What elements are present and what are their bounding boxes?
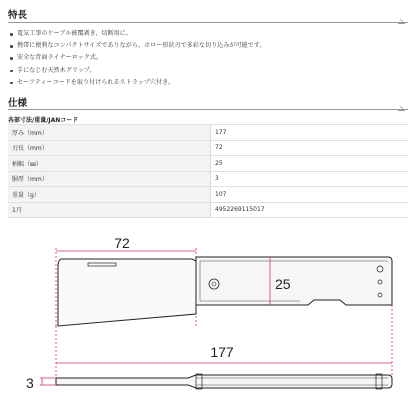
- spec-label: 厚み（mm）: [8, 125, 211, 141]
- spec-label: 柄幅（㎜）: [8, 156, 211, 172]
- table-row: [8, 171, 408, 187]
- features-divider-notch: [394, 19, 406, 24]
- spec-label: 胴厚（mm）: [8, 171, 211, 187]
- handle-outline: [196, 257, 392, 305]
- spec-value: 25: [211, 156, 409, 172]
- spec-value: 4952269115017: [211, 202, 409, 218]
- spec-divider: [8, 109, 408, 110]
- knife-side-view: [56, 375, 392, 388]
- feature-item: 電気工事のケーブル被覆剥き、切断用に。: [10, 28, 410, 40]
- spec-table-title: 各部寸法/重量/JANコード: [8, 117, 79, 124]
- spec-title: 仕様: [8, 98, 28, 109]
- table-row: [8, 156, 408, 172]
- bullet-icon: [10, 57, 13, 60]
- blade-outline: [58, 259, 196, 326]
- spec-label: 重量（g）: [8, 187, 211, 203]
- spec-table: [8, 124, 408, 218]
- table-row: [8, 140, 408, 156]
- feature-item: 携帯に便利なコンパクトサイズでありながら、ホロー形状刃で多彩な切り込みが可能です。: [10, 40, 410, 52]
- table-row: [8, 202, 408, 218]
- spec-label: 1月: [8, 202, 211, 218]
- features-title: 特長: [8, 10, 28, 21]
- spec-value: 107: [211, 187, 409, 203]
- blade-length-label: 72: [114, 235, 130, 251]
- spec-divider-notch: [394, 106, 406, 111]
- bullet-icon: [10, 33, 13, 36]
- thickness-dimension: [26, 375, 56, 391]
- spec-value: 3: [211, 171, 409, 187]
- feature-item: セーフティーコードを取り付けられるストラップ穴付き。: [10, 77, 410, 89]
- table-row: [8, 187, 408, 203]
- total-length-label: 177: [210, 344, 234, 360]
- spec-label: 刃長（mm）: [8, 140, 211, 156]
- spec-value: 72: [211, 140, 409, 156]
- bullet-icon: [10, 70, 13, 73]
- features-divider: [8, 22, 408, 23]
- feature-item: 手になじむ天然木グリップ。: [10, 65, 410, 77]
- bullet-icon: [10, 45, 13, 48]
- feature-item: 安全な背面ライナーロック式。: [10, 52, 410, 64]
- feature-list: [10, 28, 410, 89]
- thickness-label: 3: [26, 375, 34, 391]
- handle-width-label: 25: [275, 276, 291, 292]
- bullet-icon: [10, 82, 13, 85]
- table-row: [8, 125, 408, 141]
- knife-dimension-diagram: [0, 228, 416, 416]
- spec-value: 177: [211, 125, 409, 141]
